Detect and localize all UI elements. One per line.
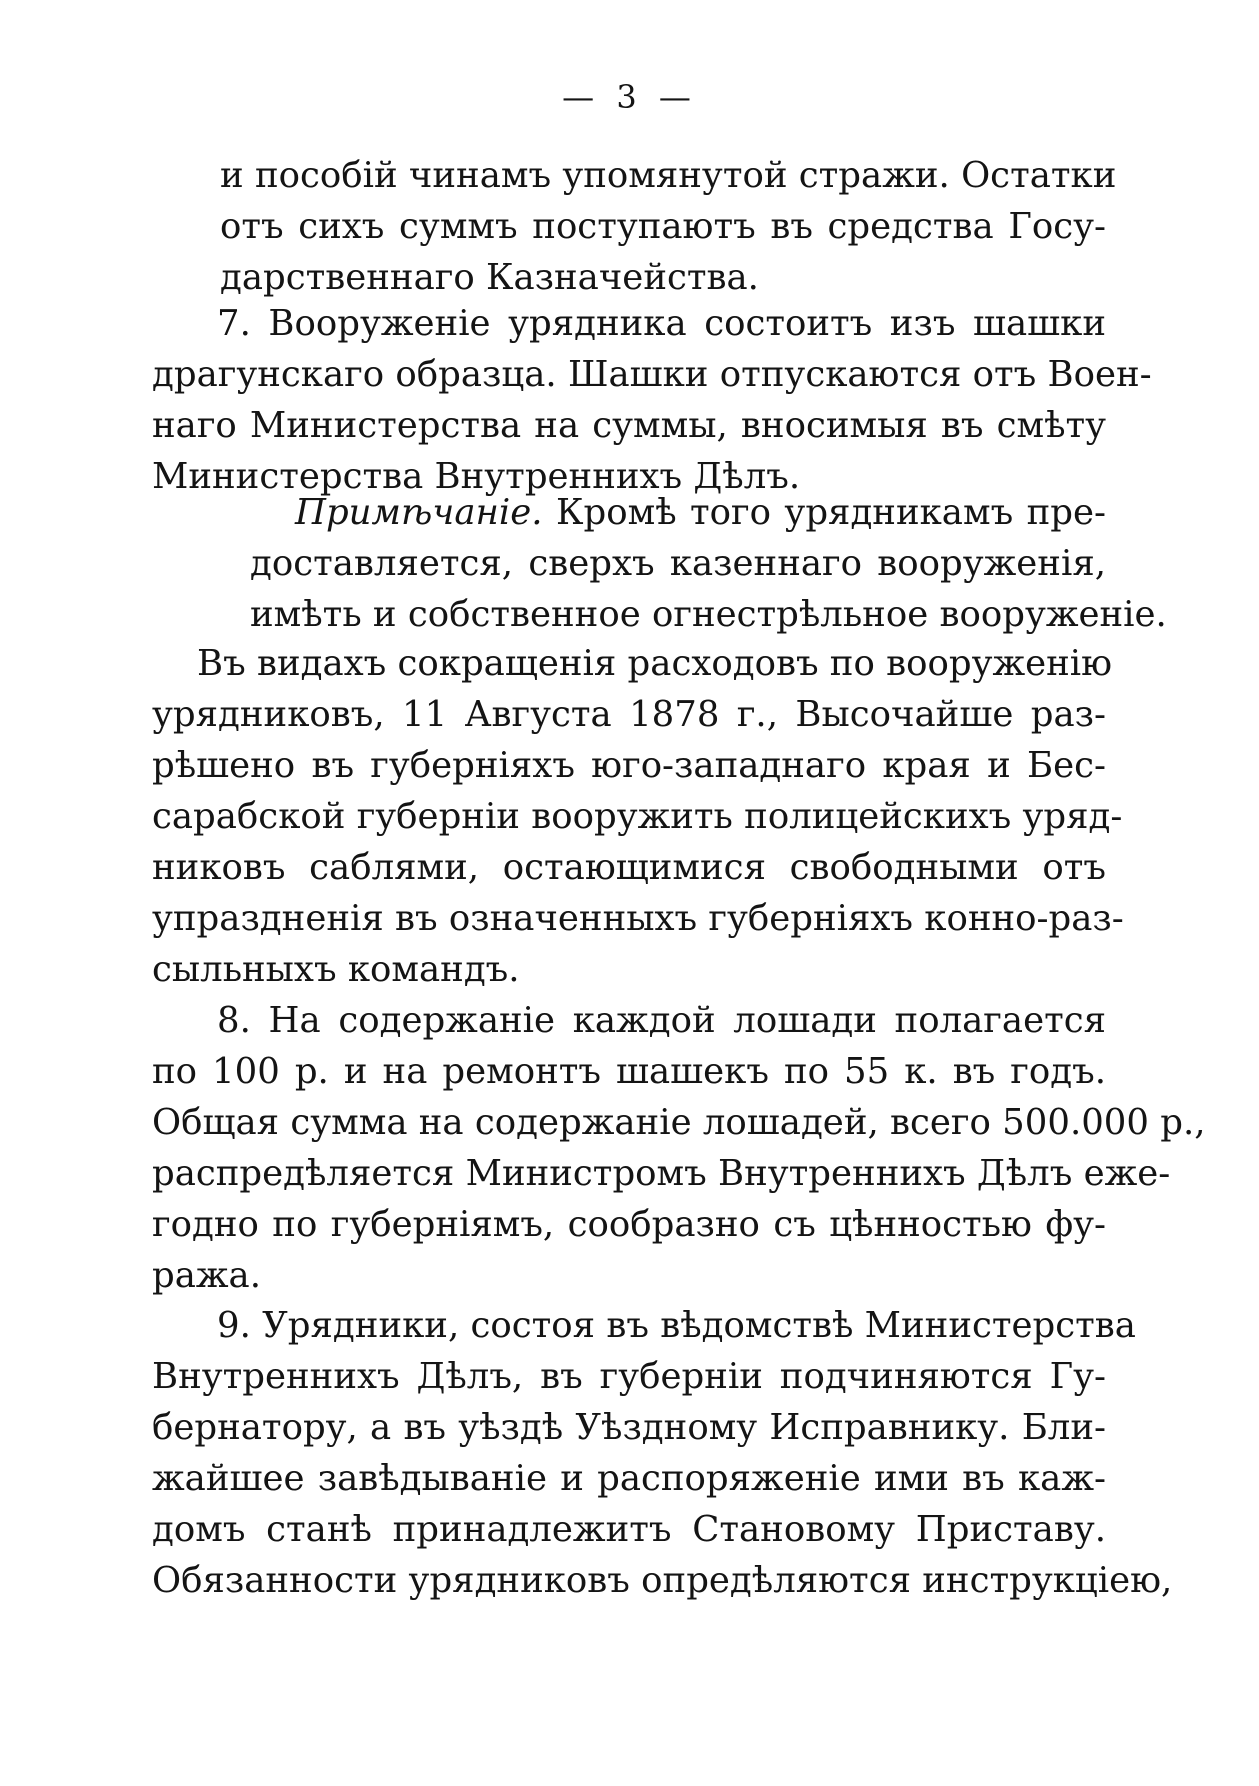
- text-line: Обязанности урядниковъ опредѣляются инструкціею,: [152, 1560, 1173, 1601]
- text-line: Въ видахъ сокращенія расходовъ по вооруженію: [197, 643, 1113, 684]
- text-line: ража.: [152, 1255, 261, 1296]
- text-line: Внутреннихъ Дѣлъ, въ губерніи подчиняются Гу-: [152, 1356, 1106, 1397]
- text-line: бернатору, а въ уѣздѣ Уѣздному Исправнику. Бли-: [152, 1407, 1106, 1448]
- text-line: 7. Вооруженіе урядника состоитъ изъ шашки: [217, 303, 1106, 344]
- text-line: упраздненія въ означенныхъ губерніяхъ конно-раз-: [152, 898, 1124, 939]
- text-line: домъ станѣ принадлежитъ Становому Приставу.: [152, 1509, 1106, 1550]
- text-line: сарабской губерніи вооружить полицейскихъ уряд-: [152, 796, 1123, 837]
- text-line: наго Министерства на суммы, вносимыя въ смѣту: [152, 405, 1106, 446]
- text-line: никовъ саблями, остающимися свободными отъ: [152, 847, 1106, 888]
- text-line: 8. На содержаніе каждой лошади полагается: [217, 1000, 1106, 1041]
- text-line: жайшее завѣдываніе и распоряженіе ими въ каж-: [152, 1458, 1106, 1499]
- section-9-paragraph: [152, 1300, 1173, 1606]
- page-number: — 3 —: [562, 78, 697, 116]
- note-title: Примѣчаніе.: [295, 492, 543, 533]
- continuation-paragraph: [220, 150, 1117, 303]
- text-line: дарственнаго Казначейства.: [220, 257, 759, 298]
- text-line: урядниковъ, 11 Августа 1878 г., Высочайше раз-: [152, 694, 1106, 735]
- text-line: годно по губерніямъ, сообразно съ цѣнностью фу-: [152, 1204, 1106, 1245]
- text-line: отъ сихъ суммъ поступаютъ въ средства Госу-: [220, 206, 1106, 247]
- text-line: рѣшено въ губерніяхъ юго-западнаго края и Бес-: [152, 745, 1106, 786]
- section-8-paragraph: [152, 995, 1206, 1301]
- text-line: драгунскаго образца. Шашки отпускаются отъ Воен-: [152, 354, 1152, 395]
- text-line: по 100 р. и на ремонтъ шашекъ по 55 к. въ годъ.: [152, 1051, 1106, 1092]
- note-paragraph: [250, 487, 1167, 640]
- text-line: Общая сумма на содержаніе лошадей, всего 500.000 р.,: [152, 1102, 1206, 1143]
- text-line: и пособій чинамъ упомянутой стражи. Остатки: [220, 155, 1117, 196]
- section-7-paragraph: [152, 298, 1152, 502]
- text-line: сыльныхъ командъ.: [152, 949, 520, 990]
- text-line: распредѣляется Министромъ Внутреннихъ Дѣлъ еже-: [152, 1153, 1171, 1194]
- text-line: имѣть и собственное огнестрѣльное вооруженіе.: [250, 594, 1167, 635]
- text-line: Министерства Внутреннихъ Дѣлъ.: [152, 456, 801, 497]
- text-line: 9. Урядники, состоя въ вѣдомствѣ Министерства: [217, 1305, 1136, 1346]
- note-first-line-text: Кромѣ того урядникамъ пре-: [556, 492, 1106, 533]
- note-first-line: [250, 487, 1106, 538]
- text-line: доставляется, сверхъ казеннаго вооруженія,: [250, 543, 1106, 584]
- paragraph-1878: [152, 638, 1124, 995]
